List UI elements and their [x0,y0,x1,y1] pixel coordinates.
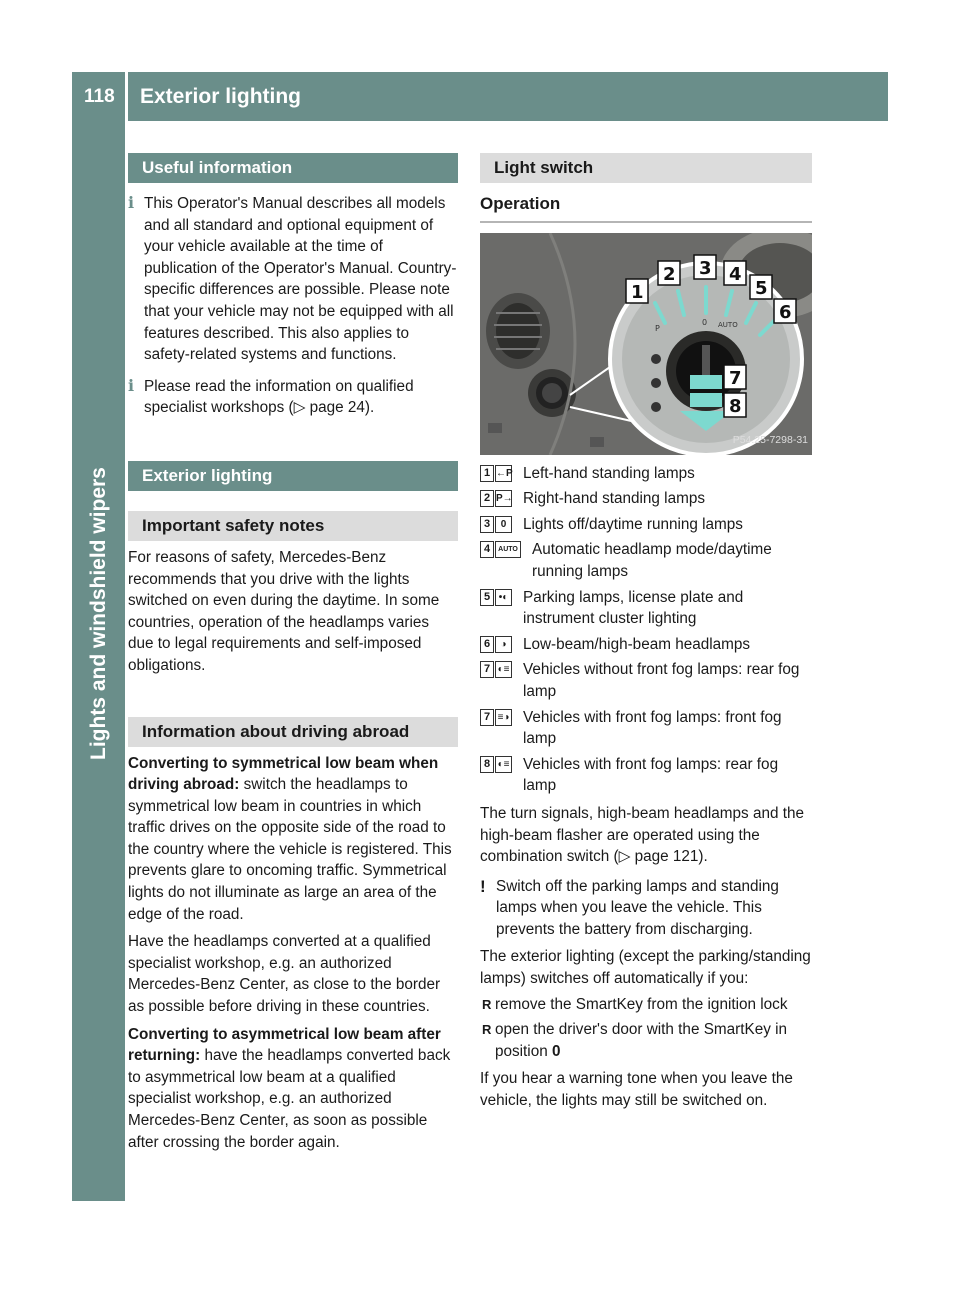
svg-text:P: P [655,323,660,333]
right-column [480,153,812,1112]
position-badge: 3 0 [480,516,513,536]
left-column [128,153,458,1153]
symmetrical-text: switch the headlamps to symmetrical low beam in countries in which traffic drives on the opposite side of the road to the country where the vehicle is registered. This prevents glare to oncoming traffic. Symmetrical lights do not illuminate as large an area of the edge of the road. [128,776,452,923]
info-note-workshops [128,376,458,419]
list-item: 2 P→ Right-hand standing lamps [480,488,812,510]
safety-notes-text: For reasons of safety, Mercedes-Benz recommends that you drive with the lights switched on even during the daytime. In some countries, operation of the headlamps varies due to legal requirements and self-imposed obligations. [128,548,440,674]
operation-heading: Operation [480,193,812,223]
driving-abroad-heading: Information about driving abroad [128,717,458,747]
battery-warning-text: Switch off the parking lamps and standing lamps when you leave the vehicle. This prevents the battery from discharging. [496,877,779,938]
symmetrical-paragraph [128,753,458,926]
asymmetrical-paragraph [128,1024,458,1154]
position-badge: 2 P→ [480,490,513,510]
useful-info-heading: Useful information [128,153,458,183]
svg-text:2: 2 [663,263,676,285]
exterior-lighting-heading: Exterior lighting [128,461,458,491]
side-tab-label-wrap [74,467,124,810]
position-badge: 4 AUTO [480,541,522,582]
header-divider [125,72,128,121]
switch-positions-list [480,463,812,797]
svg-text:4: 4 [729,263,742,285]
svg-text:7: 7 [729,367,742,389]
position-badge: 8 ◐≡ [480,756,513,797]
info-icon: i [128,375,135,395]
auto-headlamp-icon: AUTO [495,541,521,558]
safety-notes-heading: Important safety notes [128,511,458,541]
info-note-manual-text: This Operator's Manual describes all models and all standard and optional equipment of your vehicle available at the time of publication of the Operator's Manual. Country-specific differences are possible. Please note that your vehicle may not be equipped with all features described. This also applies to safety-related systems and functions. [144,195,457,364]
low-beam-icon: ◑ [495,636,512,653]
info-icon: i [128,193,135,212]
list-item: R open the driver's door with the SmartKey in position 0 [480,1019,812,1062]
list-item: 1 ←P Left-hand standing lamps [480,463,812,485]
front-fog-lamp-icon: ≡◑ [495,709,512,726]
conversion-paragraph: Have the headlamps converted at a qualified specialist workshop, e.g. an authorized Mercedes-Benz Center, as close to the border as possible before driving in these countries. [128,933,441,1016]
auto-off-paragraph: The exterior lighting (except the parking/standing lamps) switches off automatically if you: [480,948,811,988]
list-item: R remove the SmartKey from the ignition lock [480,994,812,1016]
light-switch-illustration [480,233,812,455]
info-note-workshops-text: Please read the information on qualified specialist workshops (▷ page 24). [144,377,414,417]
light-switch-heading: Light switch [480,153,812,183]
position-badge: 6 ◑ [480,636,513,656]
list-item: 7 ◐≡ Vehicles without front fog lamps: rear fog lamp [480,659,812,702]
svg-text:0: 0 [702,317,708,327]
rear-fog-lamp-icon: ◐≡ [495,661,512,678]
list-item: 5 •◐ Parking lamps, license plate and instrument cluster lighting [480,587,812,630]
page-number: 118 [84,86,115,107]
symmetrical-label: Converting to symmetrical low beam when driving abroad: [128,754,439,794]
list-item: 7 ≡◑ Vehicles with front fog lamps: front fog lamp [480,707,812,750]
list-item: 3 0 Lights off/daytime running lamps [480,514,812,536]
svg-text:8: 8 [729,395,742,417]
rear-fog-lamp-icon: ◐≡ [495,756,512,773]
standing-lamp-left-icon: ←P [495,465,512,482]
list-item: 8 ◐≡ Vehicles with front fog lamps: rear fog lamp [480,754,812,797]
asymmetrical-text: have the headlamps converted back to asymmetrical low beam at a qualified specialist workshop, e.g. an authorized Mercedes-Benz Center, as soon as possible after crossing the border again. [128,1047,451,1151]
svg-text:5: 5 [755,277,768,299]
light-switch-photo [480,233,812,455]
info-note-manual [128,193,458,366]
standing-lamp-right-icon: P→ [495,490,512,507]
warning-tone-paragraph: If you hear a warning tone when you leave the vehicle, the lights may still be switched on. [480,1070,793,1110]
asymmetrical-label: Converting to asymmetrical low beam after returning: [128,1025,441,1065]
battery-warning [480,876,812,941]
parking-lamp-icon: •◐ [495,589,512,606]
warning-icon: ! [480,876,486,896]
turn-signals-paragraph: The turn signals, high-beam headlamps and the high-beam flasher are operated using the combination switch (▷ page 121). [480,804,804,866]
position-badge: 1 ←P [480,465,513,485]
svg-text:1: 1 [631,281,644,303]
side-tab-label: Lights and windshield wipers [87,467,110,760]
list-item: 4 AUTO Automatic headlamp mode/daytime running lamps [480,539,812,582]
position-badge: 7 ◐≡ [480,661,513,702]
svg-text:3: 3 [699,257,712,279]
photo-caption: P54.25-7298-31 [732,434,808,446]
svg-text:6: 6 [779,301,792,323]
position-badge: 7 ≡◑ [480,709,513,750]
lights-off-icon: 0 [495,516,512,533]
position-badge: 5 •◐ [480,589,513,630]
list-item: 6 ◑ Low-beam/high-beam headlamps [480,634,812,656]
svg-text:AUTO: AUTO [718,320,738,329]
page-title: Exterior lighting [140,85,302,108]
